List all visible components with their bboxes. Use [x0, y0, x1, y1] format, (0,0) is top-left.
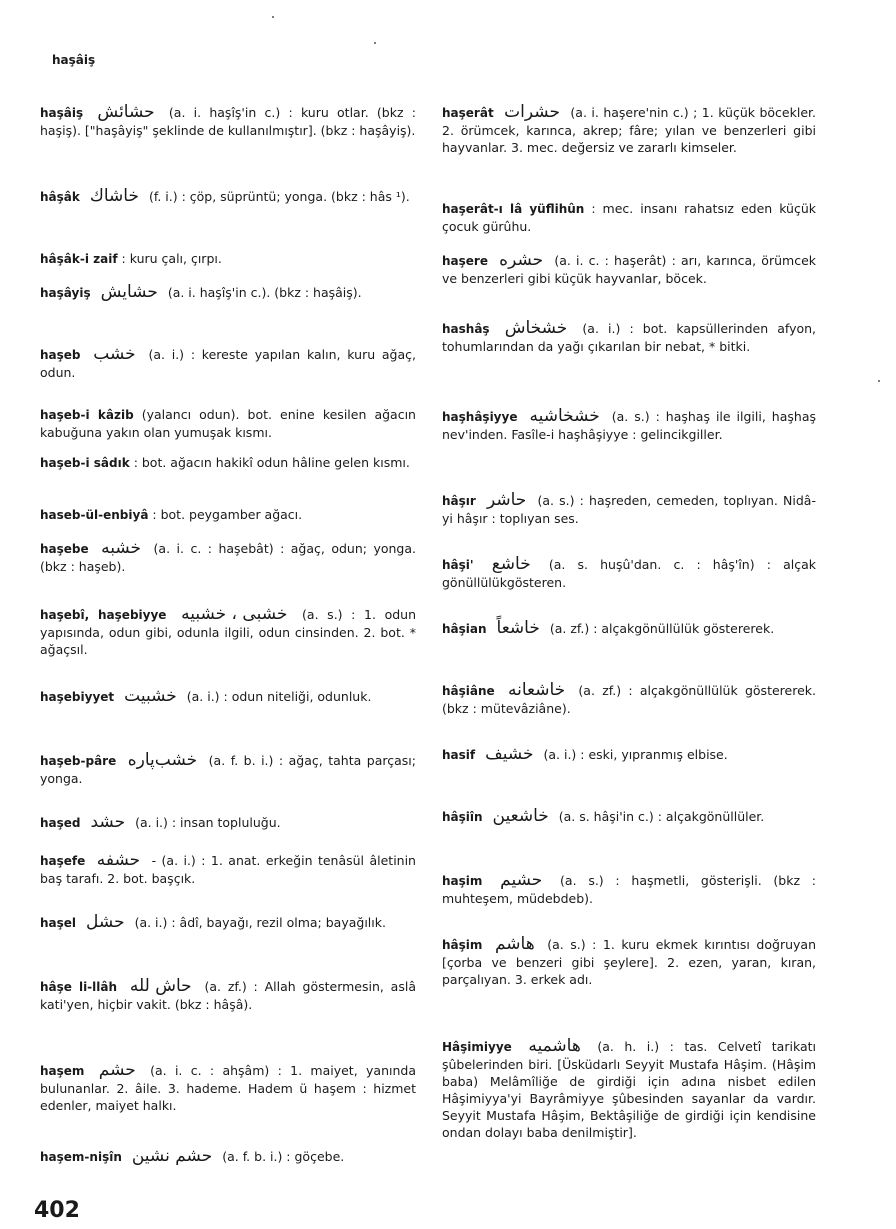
entry-headword: haşerât-ı lâ yüflihûn — [442, 202, 585, 216]
dictionary-entry — [442, 104, 816, 156]
dictionary-entry — [40, 1062, 416, 1114]
entry-headword: hâşır — [442, 494, 476, 508]
dictionary-entry — [442, 1038, 816, 1141]
dictionary-entry — [40, 814, 416, 832]
entry-headword: hâşiâne — [442, 684, 495, 698]
dictionary-entry — [40, 688, 416, 706]
entry-definition: (a. zf.) : Allah göstermesin, aslâ kati'yen, hiçbir vakit. (bkz : hâşâ). — [40, 979, 416, 1012]
entry-definition: (a. i.) : bot. kapsüllerinden afyon, tohumlarından da yağı çıkarılan bir nebat, * bitki. — [442, 321, 817, 354]
entry-arabic-script: حشم — [98, 1060, 136, 1080]
entry-definition: (a. i.) : kereste yapılan kalın, kuru ağaç, odun. — [40, 347, 416, 380]
dictionary-entry — [442, 200, 816, 235]
dictionary-entry — [40, 540, 416, 575]
dictionary-entry — [40, 454, 416, 472]
entry-definition: (a. i.) : âdî, bayağı, rezil olma; bayağılık. — [130, 915, 386, 930]
dictionary-entry — [442, 556, 816, 591]
entry-headword: hâşim — [442, 938, 483, 952]
entry-arabic-script: خاشاك — [89, 186, 139, 206]
entry-arabic-script: حشايش — [100, 282, 158, 302]
entry-headword: haşem — [40, 1064, 85, 1078]
entry-headword: haşere — [442, 254, 488, 268]
entry-headword: haşebe — [40, 542, 89, 556]
dictionary-entry — [442, 936, 816, 988]
scan-speck — [374, 42, 376, 44]
dictionary-entry — [40, 346, 416, 381]
dictionary-entry — [442, 682, 816, 717]
entry-headword: haşâyiş — [40, 286, 91, 300]
entry-arabic-script: خشب — [93, 344, 136, 364]
entry-arabic-script: خاشعين — [492, 806, 549, 826]
running-head: haşâiş — [52, 53, 96, 67]
dictionary-entry — [442, 252, 816, 287]
dictionary-entry — [442, 320, 816, 355]
entry-arabic-script: حشل — [86, 912, 125, 932]
entry-arabic-script: خشبیت — [124, 686, 177, 706]
entry-definition: (a. i. haşere'nin c.) ; 1. küçük böcekler. 2. örümcek, karınca, akrep; fâre; yılan ve benzerleri gibi hayvanlar. 3. mec. değersiz ve zararlı kimseler. — [442, 105, 816, 155]
entry-definition: (a. i. haşîş'in c.). (bkz : haşâiş). — [163, 285, 362, 300]
entry-headword: haşebî, haşebiyye — [40, 608, 167, 622]
entry-arabic-script: حشد — [90, 812, 126, 832]
entry-definition: (a. i.) : eski, yıpranmış elbise. — [539, 747, 728, 762]
entry-headword: haşed — [40, 816, 81, 830]
entry-definition: (a. i.) : insan topluluğu. — [131, 815, 281, 830]
dictionary-entry — [40, 250, 416, 268]
entry-headword: haşerât — [442, 106, 494, 120]
entry-arabic-script: حشره — [499, 250, 544, 270]
entry-headword: hâşâk-i zaif — [40, 252, 118, 266]
entry-headword: hâşi' — [442, 558, 474, 572]
entry-arabic-script: خشخاش — [504, 318, 568, 338]
entry-headword: hâşian — [442, 622, 487, 636]
dictionary-entry — [40, 104, 416, 139]
entry-definition: (a. s. hâşi'in c.) : alçakgönüllüler. — [554, 809, 765, 824]
entry-definition: - (a. i.) : 1. anat. erkeğin tenâsül âletinin baş tarafı. 2. bot. başçık. — [40, 853, 416, 886]
entry-definition: (f. i.) : çöp, süprüntü; yonga. (bkz : hâs ¹). — [144, 189, 410, 204]
dictionary-entry — [442, 808, 816, 826]
entry-arabic-script: خشيف — [485, 744, 534, 764]
entry-definition: (a. i.) : odun niteliği, odunluk. — [182, 689, 372, 704]
entry-definition: (a. i. c. : haşerât) : arı, karınca, örümcek ve benzerleri gibi küçük hayvanlar, böcek. — [442, 253, 816, 286]
entry-arabic-script: خاشعاً — [496, 618, 540, 638]
entry-headword: haşim — [442, 874, 483, 888]
entry-arabic-script: خشبه — [101, 538, 142, 558]
entry-definition: (a. s.) : haşreden, cemeden, toplıyan. Nidâ-yi hâşır : toplıyan ses. — [442, 493, 816, 526]
entry-arabic-script: حشرات — [504, 102, 560, 122]
entry-headword: hasif — [442, 748, 476, 762]
entry-arabic-script: هاشم — [494, 934, 535, 954]
dictionary-entry — [442, 872, 816, 907]
scan-speck — [272, 16, 274, 18]
entry-definition: : kuru çalı, çırpı. — [117, 251, 222, 266]
dictionary-entry — [442, 408, 816, 443]
entry-definition: (a. i. haşîş'in c.) : kuru otlar. (bkz : haşiş). ["haşâyiş" şeklinde de kullanılmıştır]. (bkz : haşâyiş). — [40, 105, 416, 138]
entry-arabic-script: حشائش — [97, 102, 155, 122]
dictionary-entry — [40, 284, 416, 302]
entry-definition: (yalancı odun). bot. enine kesilen ağacın kabuğuna yakın olan yumuşak kısmı. — [40, 407, 416, 440]
entry-definition: (a. s. huşû'dan. c. : hâş'în) : alçak gönüllülükgösteren. — [442, 557, 816, 590]
entry-headword: haşebiyyet — [40, 690, 115, 704]
dictionary-entry — [40, 606, 416, 658]
entry-headword: haseb-ül-enbiyâ — [40, 508, 149, 522]
dictionary-entry — [442, 746, 816, 764]
entry-headword: haşem-nişîn — [40, 1150, 122, 1164]
entry-headword: hâşâk — [40, 190, 80, 204]
entry-definition: (a. s.) : haşmetli, gösterişli. (bkz : muhteşem, müdebdeb). — [442, 873, 816, 906]
entry-definition: (a. i. c. : haşebât) : ağaç, odun; yonga. (bkz : haşeb). — [40, 541, 416, 574]
entry-arabic-script: حاشر — [487, 490, 527, 510]
entry-headword: hashâş — [442, 322, 490, 336]
dictionary-entry — [40, 852, 416, 887]
entry-headword: haşefe — [40, 854, 86, 868]
entry-definition: (a. f. b. i.) : göçebe. — [218, 1149, 345, 1164]
entry-definition: (a. s.) : haşhaş ile ilgili, haşhaş nev'inden. Fasîle-i haşhâşiyye : gelincikgiller. — [442, 409, 816, 442]
entry-arabic-script: حشيم — [500, 870, 543, 890]
dictionary-entry — [40, 978, 416, 1013]
page-number: 402 — [34, 1198, 80, 1223]
dictionary-entry — [442, 620, 816, 638]
entry-definition: : mec. insanı rahatsız eden küçük çocuk gürûhu. — [442, 201, 816, 234]
entry-arabic-script: حاش لله — [129, 976, 192, 996]
entry-arabic-script: خاشع — [491, 554, 531, 574]
entry-arabic-script: خشبی ، خشبیه — [181, 604, 288, 624]
dictionary-entry — [40, 914, 416, 932]
dictionary-entry — [40, 406, 416, 441]
entry-arabic-script: حشم نشين — [131, 1146, 213, 1166]
scan-speck — [878, 380, 880, 382]
entry-headword: haşeb-i kâzib — [40, 408, 134, 422]
entry-definition: : bot. peygamber ağacı. — [148, 507, 303, 522]
entry-definition: (a. s.) : 1. odun yapısında, odun gibi, odunla ilgili, odun cinsinden. 2. bot. * ağaçsıl. — [40, 607, 416, 657]
entry-headword: haşâiş — [40, 106, 84, 120]
entry-headword: haşeb-i sâdık — [40, 456, 130, 470]
entry-headword: hâşe li-llâh — [40, 980, 118, 994]
entry-definition: (a. i. c. : ahşâm) : 1. maiyet, yanında bulunanlar. 2. âile. 3. hademe. Hadem ü haşem : hizmet edenler, maiyet halkı. — [40, 1063, 416, 1113]
dictionary-entry — [442, 492, 816, 527]
dictionary-entry — [40, 188, 416, 206]
dictionary-entry — [40, 506, 416, 524]
entry-definition: (a. zf.) : alçakgönüllülük göstererek. — [545, 621, 775, 636]
entry-headword: Hâşimiyye — [442, 1040, 512, 1054]
entry-arabic-script: خاشعانه — [507, 680, 566, 700]
entry-arabic-script: هاشميه — [528, 1036, 581, 1056]
entry-arabic-script: خشخاشیه — [529, 406, 600, 426]
entry-headword: haşeb-pâre — [40, 754, 117, 768]
entry-definition: (a. zf.) : alçakgönüllülük göstererek. (bkz : mütevâziâne). — [442, 683, 816, 716]
entry-headword: haşeb — [40, 348, 81, 362]
entry-definition: (a. f. b. i.) : ağaç, tahta parçası; yonga. — [40, 753, 416, 786]
entry-headword: haşhâşiyye — [442, 410, 518, 424]
dictionary-entry — [40, 1148, 416, 1166]
entry-arabic-script: خشب‌پاره — [127, 750, 198, 770]
dictionary-entry — [40, 752, 416, 787]
entry-definition: : bot. ağacın hakikî odun hâline gelen kısmı. — [129, 455, 410, 470]
entry-arabic-script: حشفه — [96, 850, 141, 870]
entry-headword: haşel — [40, 916, 77, 930]
entry-definition: (a. h. i.) : tas. Celvetî tarikatı şûbelerinden biri. [Üsküdarlı Seyyit Mustafa Hâşim. (Hâşim baba) Melâmîliğe de girdiği için adına nisbet edilen Hâşimiyya'yi Bayrâmiyye şûbesinden sayanlar da vardır. Seyyit Mustafa Hâşim, Bektâşiliğe de girdiği için kendisine ondan dolayı baba denilmiştir]. — [442, 1039, 816, 1140]
entry-definition: (a. s.) : 1. kuru ekmek kırıntısı doğruyan [çorba ve benzeri gibi şeylere]. 2. ezen, yaran, kıran, parçalıyan. 3. erkek adı. — [442, 937, 816, 987]
entry-headword: hâşiîn — [442, 810, 483, 824]
